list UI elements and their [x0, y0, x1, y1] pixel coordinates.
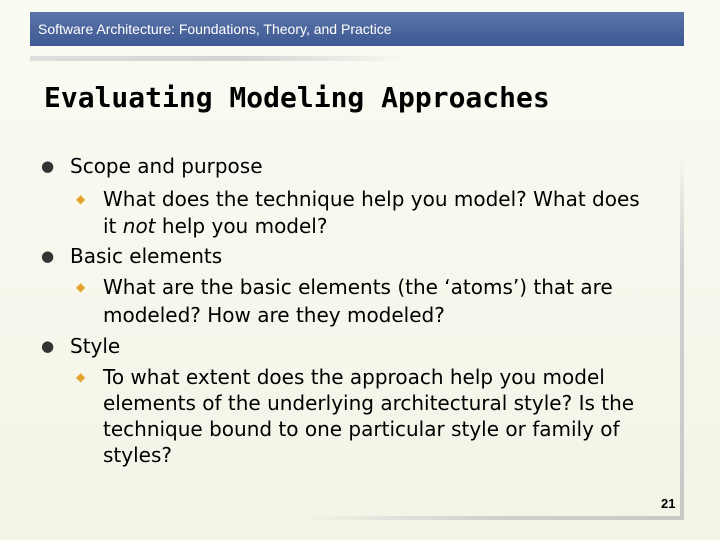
bullet-label: Style: [70, 334, 121, 358]
header-title: Software Architecture: Foundations, Theory, and Practice: [38, 21, 392, 37]
bullet-label: Basic elements: [70, 244, 223, 268]
bullet-icon: ●: [41, 337, 55, 355]
frame-shadow-right: [680, 154, 684, 520]
emphasis-text: not: [122, 214, 156, 238]
bullet-label: Scope and purpose: [70, 154, 263, 178]
sub-bullet-icon: ◆: [76, 370, 86, 384]
sub-bullet-icon: ◆: [76, 192, 86, 206]
sub-bullet-icon: ◆: [76, 280, 86, 294]
bullet-icon: ●: [41, 157, 55, 175]
header-bar: [30, 12, 684, 46]
bullet-icon: ●: [41, 247, 55, 265]
sub-bullet-text: [103, 214, 327, 238]
frame-shadow-bottom: [305, 516, 684, 520]
sub-bullet-text: technique bound to one particular style or family of: [103, 417, 620, 441]
sub-bullet-text: styles?: [103, 443, 172, 467]
sub-bullet-text: To what extent does the approach help you model: [103, 365, 605, 389]
sub-bullet-text: modeled? How are they modeled?: [103, 303, 445, 327]
sub-bullet-text: What are the basic elements (the ‘atoms’) that are: [103, 275, 613, 299]
sub-bullet-text: elements of the underlying architectural style? Is the: [103, 391, 635, 415]
slide-title: Evaluating Modeling Approaches: [44, 81, 550, 114]
sub-bullet-text: What does the technique help you model? What does: [103, 187, 640, 211]
sub-bullet-text-part: help you model?: [155, 214, 328, 238]
page-number: 21: [661, 496, 676, 511]
title-rule: [30, 56, 410, 61]
sub-bullet-text-part: it: [103, 214, 123, 238]
